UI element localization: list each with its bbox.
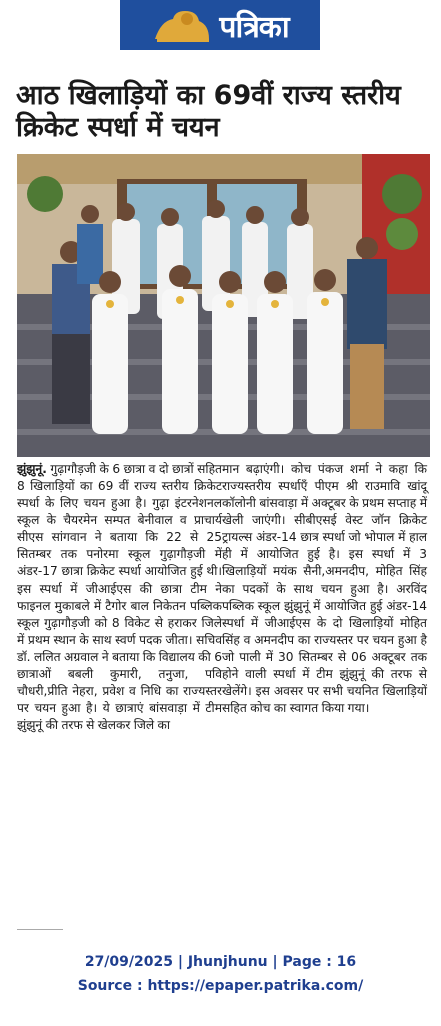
lion-logo-icon [151, 5, 213, 45]
footer-date-line: 27/09/2025 | Jhunjhunu | Page : 16 [84, 954, 357, 970]
divider [17, 929, 63, 930]
headline-line-1: आठ खिलाड़ियों का 69वीं राज्य स्तरीय [16, 80, 401, 111]
article-dateline: झुंझुनूं. [17, 462, 47, 476]
brand-name: पत्रिका [219, 9, 289, 45]
headline [16, 80, 426, 143]
team-photo-illustration [17, 154, 430, 457]
article-column-2 [222, 461, 427, 717]
team-photo [17, 154, 430, 457]
article-column-1 [17, 461, 222, 734]
headline-line-2: क्रिकेट स्पर्धा में चयन [16, 111, 220, 143]
article-column-1-body: गुढ़ागौड़जी के 6 छात्रा व दो छात्रों सहित 8 खिलाड़ियों का 69 वीं राज्य स्तरीय क्रिकेट स्पर्धा के लिए चयन हुआ है। गुढ़ा इंटरनेशनल स्कूल के चैयरमेन सम्पत बेनीवाल व प्राचार्य सीएस सांगवान ने बताया कि 22 से 25 सितम्बर तक पनोरमा स्कूल गुढ़ागौड़जी में अंडर-17 छात्रा क्रिकेट स्पर्धा आयोजित हुई थी। इस स्पर्धा में जीआईएस की छात्रा टीम ने फाइनल मुकाबले में टैगोर बाल निकेतन पब्लिक स्कूल गुढ़ागौड़जी को 8 विकेट से हराकर जिले में प्रथम स्थान के साथ स्वर्ण पदक जीता। सचिव डॉ. ललित अग्रवाल ने बताया कि विद्यालय की 6 छात्राओं बबली कुमारी, तनुजा, पवि चौधरी,प्रीति नेहरा, प्रवेश व निधि का राज्यस्तर पर चयन हुआ है। ये छात्राएं बांसवाड़ा में टीम झुंझुनूं की तरफ से खेलकर जिले का [17, 462, 222, 733]
masthead [120, 0, 320, 50]
article-column-2-body: मान बढ़ाएंगी। कोच पंकज शर्मा ने कहा कि राज्यस्तरीय स्पर्धाएँ पीएम श्री राउमावि खांदू कॉलोनी बांसवाड़ा में अक्टूबर के प्रथम सप्ताह में खेली जाएंगी। सीबीएसई वेस्ट जॉन क्रिकेट ट्रायल्स अंडर-14 छात्र स्पर्धा जो भोपाल में हाल ही में आयोजित हुई है। इस स्पर्धा में 3 खिलाड़ियों मयंक सैनी,अमनदीप, मोहित सिंह का पदकों के साथ चयन हुआ है। अरविंद पब्लिक स्कूल झुंझुनूं में आयोजित हुई अंडर-14 स्पर्धा में जीआईएस के दो खिलाड़ियों मोहित सिंह व अमनदीप का राज्यस्तर पर चयन हुआ है जो पाली में 30 सितम्बर से 06 अक्टूबर तक होने वाली स्पर्धा में टीम झुंझुनूं की तरफ से खेलेंगे। इस अवसर पर सभी चयनित खिलाड़ियों सहित कोच का स्वागत किया गया। [222, 462, 427, 716]
footer-source-line: Source : https://epaper.patrika.com/ [77, 978, 364, 994]
